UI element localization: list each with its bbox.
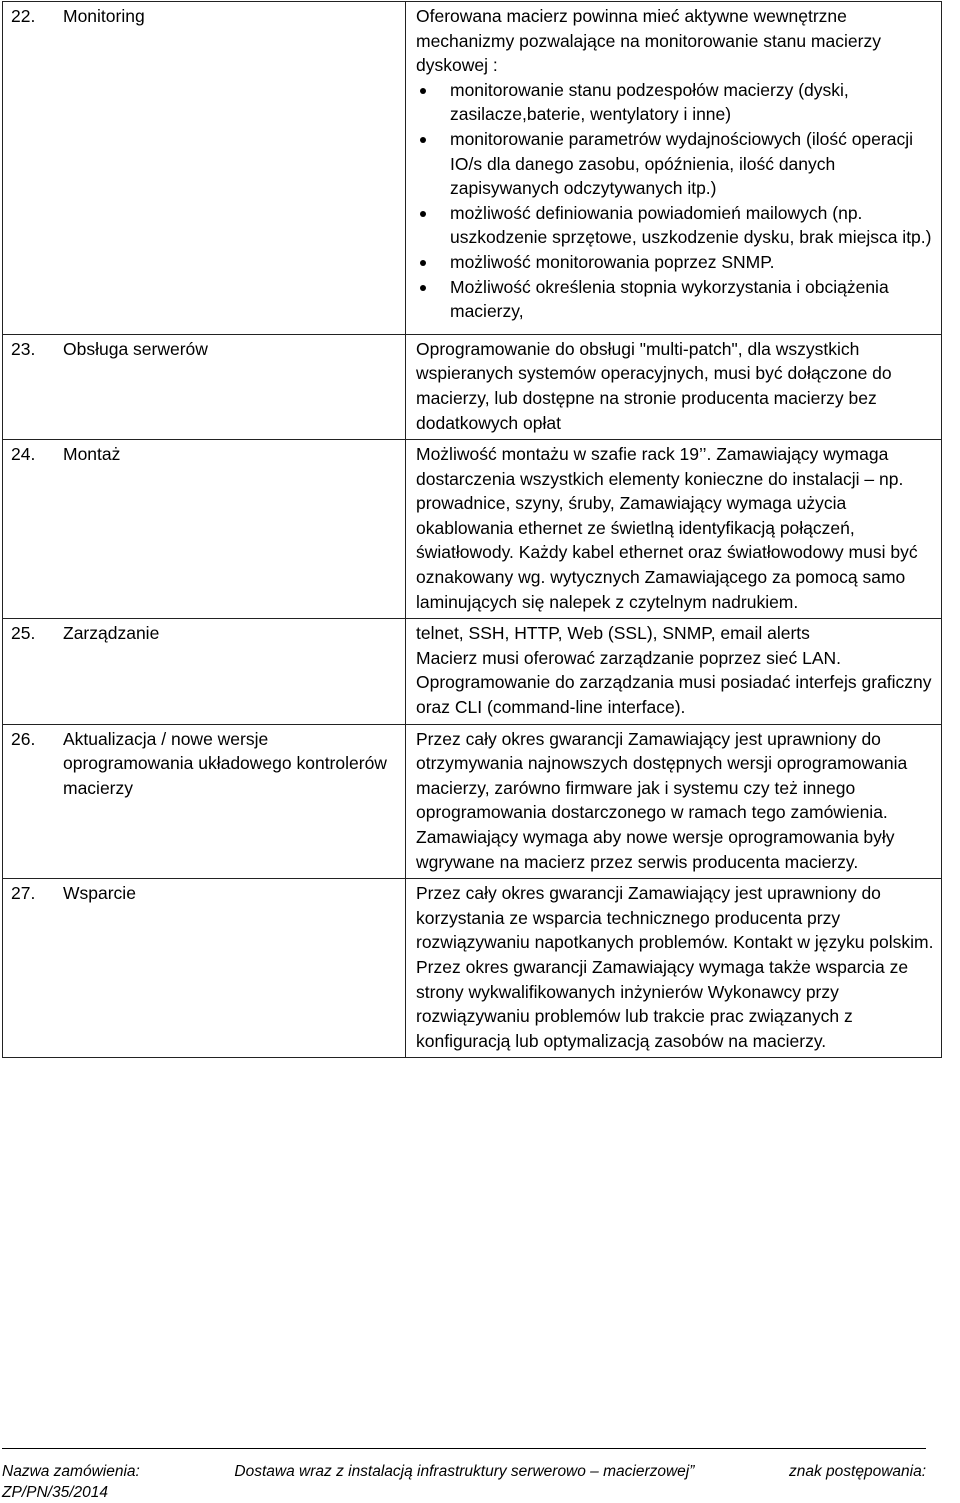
description-paragraph: Przez okres gwarancji Zamawiający wymaga także wsparcia ze strony wykwalifikowanych inżynierów Wykonawcy przy rozwiązywaniu problemów lub trakcie prac związanych z konfiguracją lub optymalizacją zasobów na macierzy. (416, 956, 909, 1051)
row-label-cell (3, 879, 406, 1058)
footer-ref-label: znak postępowania: (788, 1463, 926, 1480)
table-row (3, 440, 942, 619)
list-item: możliwość definiowania powiadomień mailowych (np. uszkodzenie sprzętowe, uszkodzenie dysku, brak miejsca itp.) (416, 201, 935, 250)
row-number: 27. (11, 883, 36, 904)
list-item: możliwość monitorowania poprzez SNMP. (416, 250, 935, 275)
row-label: Zarządzanie (63, 623, 160, 644)
list-item: Możliwość określenia stopnia wykorzystania i obciążenia macierzy, (416, 275, 935, 324)
row-label: Wsparcie (63, 883, 136, 904)
table-row (3, 724, 942, 879)
row-label: Obsługa serwerów (63, 338, 208, 359)
bullet-list (416, 78, 935, 324)
description-paragraph: Przez cały okres gwarancji Zamawiający jest uprawniony do korzystania ze wsparcia technicznego producenta przy rozwiązywaniu napotkanych problemów. Kontakt w języku polskim. (416, 883, 934, 953)
row-description-cell (406, 440, 942, 619)
row-label-cell (3, 2, 406, 335)
page-footer (2, 1461, 926, 1503)
description-paragraph: Oprogramowanie do obsługi "multi-patch", dla wszystkich wspieranych systemów operacyjnych, musi być dołączone do macierzy, lub dostępne na stronie producenta macierzy bez dodatkowych opłat (416, 338, 892, 433)
table-row (3, 879, 942, 1058)
row-number: 23. (11, 338, 36, 359)
row-number: 22. (11, 6, 36, 26)
row-label-cell (3, 334, 406, 439)
row-label: Monitoring (63, 6, 145, 26)
description-paragraph: telnet, SSH, HTTP, Web (SSL), SNMP, email alerts (416, 623, 810, 644)
specification-table (2, 1, 942, 1058)
description-paragraph: Przez cały okres gwarancji Zamawiający jest uprawniony do otrzymywania najnowszych dostępnych wersji oprogramowania macierzy, zarówno firmware jak i systemu czy też innego oprogramowania dostarczonego w ramach tego zamówienia. (416, 728, 908, 823)
row-number: 26. (11, 728, 36, 749)
table-row (3, 334, 942, 439)
description-paragraph: Macierz musi oferować zarządzanie poprzez sieć LAN. Oprogramowanie do zarządzania musi posiadać interfejs graficzny oraz CLI (command-line interface). (416, 647, 932, 718)
list-item: monitorowanie parametrów wydajnościowych (ilość operacji IO/s dla danego zasobu, opóźnienia, ilość danych zapisywanych odczytywanych itp.) (416, 127, 935, 201)
footer-order-name: Dostawa wraz z instalacją infrastruktury serwerowo – macierzowej” (234, 1463, 695, 1480)
row-label: Montaż (63, 444, 121, 465)
row-description-cell (406, 2, 942, 335)
footer-order-label: Nazwa zamówienia: (2, 1463, 140, 1480)
list-item: monitorowanie stanu podzespołów macierzy (dyski, zasilacze,baterie, wentylatory i inne) (416, 78, 935, 127)
description-paragraph: Zamawiający wymaga aby nowe wersje oprogramowania były wgrywane na macierz przez serwis producenta macierzy. (416, 827, 895, 872)
row-number: 25. (11, 623, 36, 644)
row-description-cell (406, 879, 942, 1058)
table-row (3, 619, 942, 724)
row-label-cell (3, 619, 406, 724)
row-label-cell (3, 440, 406, 619)
description-paragraph: Możliwość montażu w szafie rack 19’’. Zamawiający wymaga dostarczenia wszystkich elementy konieczne do instalacji – np. prowadnice, szyny, śruby, Zamawiający wymaga użycia okablowania ethernet ze świetlną identyfikacją połączeń, światłowody. Każdy kabel ethernet oraz światłowodowy musi być oznakowany wg. wytycznych Zamawiającego za pomocą samo laminujących się nalepek z czytelnym nadrukiem. (416, 444, 918, 612)
row-number: 24. (11, 444, 36, 465)
footer-divider (2, 1448, 926, 1449)
footer-ref-value: ZP/PN/35/2014 (2, 1484, 108, 1501)
row-description-cell (406, 619, 942, 724)
description-intro: Oferowana macierz powinna mieć aktywne wewnętrzne mechanizmy pozwalające na monitorowanie stanu macierzy dyskowej : (416, 6, 881, 76)
row-label: Aktualizacja / nowe wersje oprogramowania układowego kontrolerów macierzy (63, 728, 387, 798)
row-description-cell (406, 334, 942, 439)
row-description-cell (406, 724, 942, 879)
row-label-cell (3, 724, 406, 879)
table-row (3, 2, 942, 335)
